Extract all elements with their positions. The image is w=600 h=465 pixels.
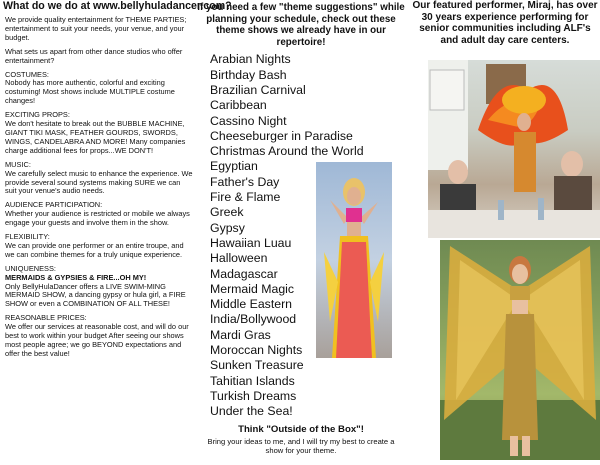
section-subtitle: MERMAIDS & GYPSIES & FIRE...OH MY! (5, 272, 147, 282)
theme-item: Cassino Night (210, 113, 287, 128)
section-title: REASONABLE PRICES: (5, 313, 87, 323)
theme-item: Mardi Gras (210, 327, 271, 342)
dancer-photo (316, 162, 392, 358)
performer-intro: Our featured performer, Miraj, has over 30 years experience performing for senior communities including ALF's and adult day care centers. (412, 0, 598, 46)
theme-item: Christmas Around the World (210, 144, 364, 159)
section-title: AUDIENCE PARTICIPATION: (5, 200, 103, 210)
section-body: We don't hesitate to break out the BUBBLE MACHINE, GIANT TIKI MASK, FEATHER GOURDS, SWORDS, WINGS, CANDELABRA AND MORE! Many companies charge additional fees for props...WE DON'T! (5, 119, 186, 155)
theme-item: Brazilian Carnival (210, 82, 306, 97)
section-title: MUSIC: (5, 159, 31, 169)
services-heading: What do we do at www.bellyhuladancer.com? (3, 0, 232, 12)
theme-item: Madagascar (210, 266, 278, 281)
section-title: COSTUMES: (5, 69, 49, 79)
section-costumes (5, 71, 193, 107)
section-flexibility (5, 233, 193, 260)
section-body: Whether your audience is restricted or mobile we always engage your guests and involve them in the show. (5, 209, 190, 228)
theme-item: Middle Eastern (210, 297, 293, 312)
bring-ideas-text: Bring your ideas to me, and I will try my best to create a show for your theme. (207, 436, 395, 456)
theme-item: Under the Sea! (210, 404, 293, 419)
question-paragraph: What sets us apart from other dance studios who offer entertainment? (5, 46, 183, 65)
section-title: FLEXIBILITY: (5, 232, 50, 242)
theme-item: Arabian Nights (210, 52, 291, 67)
theme-item: Sunken Treasure (210, 358, 304, 373)
themes-intro: If you need a few "theme suggestions" while planning your schedule, check out these theme shows we already have in our repertoire! (197, 2, 405, 48)
section-body: We can provide one performer or an entire troupe, and we can combine themes for a truly unique experience. (5, 240, 184, 259)
outside-box-heading: Think "Outside of the Box"! (238, 423, 364, 435)
theme-item: Birthday Bash (210, 67, 287, 82)
section-music (5, 161, 193, 197)
section-body: Only BellyHulaDancer offers a LIVE SWIM-MING MERMAID SHOW, a dancing gypsy or hula girl, a FIRE SHOW or even a COMBINATION OF ALL THESE! (5, 281, 186, 309)
section-body: Nobody has more authentic, colorful and exciting costuming! Most shows include MULTIPLE costume changes! (5, 78, 175, 106)
section-title: EXCITING PROPS: (5, 110, 70, 120)
section-title: UNIQUENESS: (5, 263, 56, 273)
theme-item: Father's Day (210, 174, 280, 189)
theme-item: Turkish Dreams (210, 388, 297, 403)
section-prices (5, 314, 193, 359)
section-audience (5, 201, 193, 228)
section-props (5, 111, 193, 156)
theme-item: Fire & Flame (210, 190, 281, 205)
theme-item: India/Bollywood (210, 312, 297, 327)
wings-dancer-photo (440, 240, 600, 460)
theme-item: Mermaid Magic (210, 281, 295, 296)
section-body: We offer our services at reasonable cost, and will do our best to work within your budget After seeing our shows most people agree; we go BEYOND expectations and offer the best value! (5, 322, 189, 358)
theme-item: Tahitian Islands (210, 373, 295, 388)
theme-item: Cheeseburger in Paradise (210, 128, 353, 143)
section-body: We carefully select music to enhance the experience. We provide several sound systems making SURE we can suit your venue's audio needs. (5, 168, 193, 196)
intro-paragraph: We provide quality entertainment for THEME PARTIES; entertainment to suit your needs, your venue, and your budget. (5, 15, 187, 42)
theme-item: Hawaiian Luau (210, 235, 292, 250)
theme-item: Caribbean (210, 98, 267, 113)
theme-item: Halloween (210, 251, 268, 266)
theme-item: Gypsy (210, 220, 245, 235)
theme-item: Egyptian (210, 159, 258, 174)
group-photo (428, 60, 600, 238)
theme-item: Greek (210, 205, 244, 220)
theme-item: Moroccan Nights (210, 343, 303, 358)
section-uniqueness (5, 265, 193, 310)
